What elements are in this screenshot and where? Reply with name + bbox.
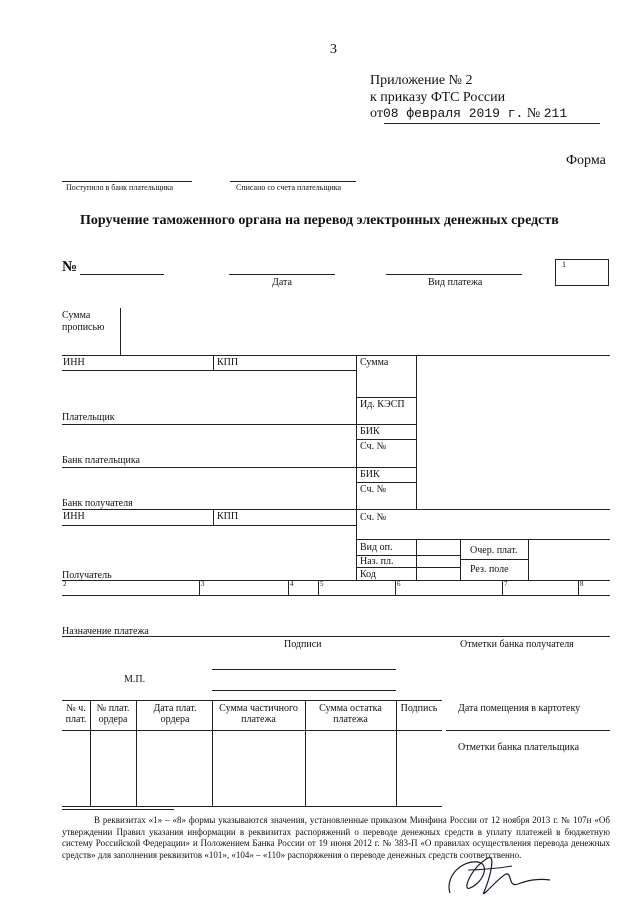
table-col-part-number: № ч. плат. [65, 703, 87, 725]
table-bottom-line [62, 806, 442, 807]
bik-label-1: БИК [360, 426, 380, 437]
table-col-signature: Подпись [400, 703, 438, 714]
debited-line [230, 181, 356, 182]
inn-label: ИНН [63, 357, 85, 368]
field-number-2: 2 [63, 580, 67, 588]
stamp-label: М.П. [124, 674, 146, 685]
date-label: Дата [272, 277, 292, 288]
payer-bank-label: Банк плательщика [62, 455, 140, 466]
account-label-1: Сч. № [360, 441, 387, 452]
status-box [555, 259, 609, 286]
field-vline-7 [502, 580, 503, 595]
appendix-date: 08 февраля 2019 г. [382, 106, 524, 121]
grid-vline-kpp2 [213, 509, 214, 525]
recipient-label: Получатель [62, 570, 112, 581]
card-date-label: Дата помещения в картотеку [458, 703, 581, 714]
inn-label-2: ИНН [63, 511, 85, 522]
table-col-order-date: Дата плат. ордера [153, 703, 197, 725]
payment-type-label: Вид платежа [428, 277, 483, 288]
purpose-line [62, 636, 610, 637]
grid-line-bik1 [356, 439, 416, 440]
field-vline-6 [395, 580, 396, 595]
grid-line-payer-bank [62, 467, 416, 468]
grid-line-purpose [356, 567, 460, 568]
date-line [229, 274, 335, 275]
table-header-line [62, 730, 442, 731]
kpp-label: КПП [217, 357, 239, 368]
field-number-3: 3 [201, 580, 205, 588]
number-line [80, 274, 164, 275]
appendix-line1: Приложение № 2 [370, 73, 473, 88]
field-number-7: 7 [504, 580, 508, 588]
received-label: Поступило в банк плательщика [66, 183, 174, 192]
payer-label: Плательщик [62, 412, 115, 423]
grid-line-inn2 [62, 525, 356, 526]
reserve-label: Рез. поле [470, 564, 509, 575]
grid-line-fields [62, 595, 610, 596]
code-label: Код [360, 569, 376, 580]
table-col-order-number: № плат. ордера [96, 703, 130, 725]
grid-line-top [62, 355, 610, 356]
grid-line-account2 [356, 539, 610, 540]
amount-words-label: Сумма прописью [62, 310, 105, 333]
appendix-number-prefix: № [526, 106, 541, 121]
grid-vline-codes [416, 539, 417, 580]
account-label-2: Сч. № [360, 484, 387, 495]
table-top-line [62, 700, 442, 701]
appendix-underline [384, 123, 600, 124]
signature-line-1 [212, 669, 396, 670]
signature-line-2 [212, 690, 396, 691]
grid-line-recipient-bank [62, 509, 610, 510]
payment-type-line [386, 274, 522, 275]
appendix-line2: к приказу ФТС России [370, 90, 506, 105]
purpose-label: Назначение платежа [62, 626, 149, 637]
kpp-label-2: КПП [217, 511, 239, 522]
debited-label: Списано со счета плательщика [236, 183, 342, 192]
grid-line-inn [62, 370, 356, 371]
received-line [62, 181, 192, 182]
appendix-prefix: от [370, 106, 383, 121]
field-number-5: 5 [320, 580, 324, 588]
bik-label-2: БИК [360, 469, 380, 480]
form-label: Форма [566, 153, 606, 168]
kesp-label: Ид. КЭСП [360, 399, 405, 410]
status-box-code: 1 [562, 260, 566, 269]
grid-line-payer [62, 424, 416, 425]
grid-line-bik2 [356, 482, 416, 483]
page-number: 3 [330, 42, 337, 57]
footnote-separator [62, 809, 174, 810]
recipient-bank-label: Банк получателя [62, 498, 133, 509]
grid-vline-values [416, 355, 417, 509]
appendix-line3 [370, 106, 567, 122]
field-number-4: 4 [290, 580, 294, 588]
grid-line-order [460, 559, 528, 560]
recipient-bank-marks-label: Отметки банка получателя [460, 639, 574, 650]
number-sign: № [62, 259, 78, 275]
purpose-code-label: Наз. пл. [360, 556, 394, 567]
footnote-text: В реквизитах «1» – «8» формы указываются значения, установленные приказом Минфина России от 12 ноября 2013 г. № 107н «Об утверждении Правил указания информации в реквизитах распоряжений о переводе денежных средств в уплату платежей в бюджетную систему Российской Федерации» и Положением Банка России от 19 июня 2012 г. № 383-П «О правилах осуществления перевода денежных средств» для заполнения реквизитов «101», «104» – «110» распоряжения о переводе денежных средств соответственно. [62, 815, 610, 860]
table-vline-2 [136, 700, 137, 806]
grid-vline-kpp1 [213, 355, 214, 370]
field-number-8: 8 [580, 580, 584, 588]
document-title: Поручение таможенного органа на перевод электронных денежных средств [80, 213, 559, 228]
field-vline-4 [288, 580, 289, 595]
amount-label: Сумма [360, 357, 389, 368]
account-label-3: Сч. № [360, 512, 387, 523]
field-vline-3 [199, 580, 200, 595]
field-vline-8 [578, 580, 579, 595]
grid-vline-order-right [528, 539, 529, 580]
payment-kind-label: Вид оп. [360, 542, 393, 553]
payer-bank-marks-label: Отметки банка плательщика [458, 742, 580, 753]
table-col-partial-amount: Сумма частичного платежа [219, 703, 298, 725]
grid-vline-order [460, 539, 461, 580]
appendix-number: 211 [543, 106, 568, 121]
card-date-line [446, 730, 610, 731]
grid-vline-main [356, 355, 357, 580]
signatures-label: Подписи [284, 639, 322, 650]
table-col-remaining-amount: Сумма остатка платежа [319, 703, 382, 725]
amount-words-divider [120, 308, 121, 355]
grid-line-recipient [62, 580, 610, 581]
order-label: Очер. плат. [470, 545, 518, 556]
handwritten-signature [440, 848, 560, 903]
field-vline-5 [318, 580, 319, 595]
table-vline-5 [396, 700, 397, 806]
grid-line-amount [356, 397, 416, 398]
field-number-6: 6 [397, 580, 401, 588]
